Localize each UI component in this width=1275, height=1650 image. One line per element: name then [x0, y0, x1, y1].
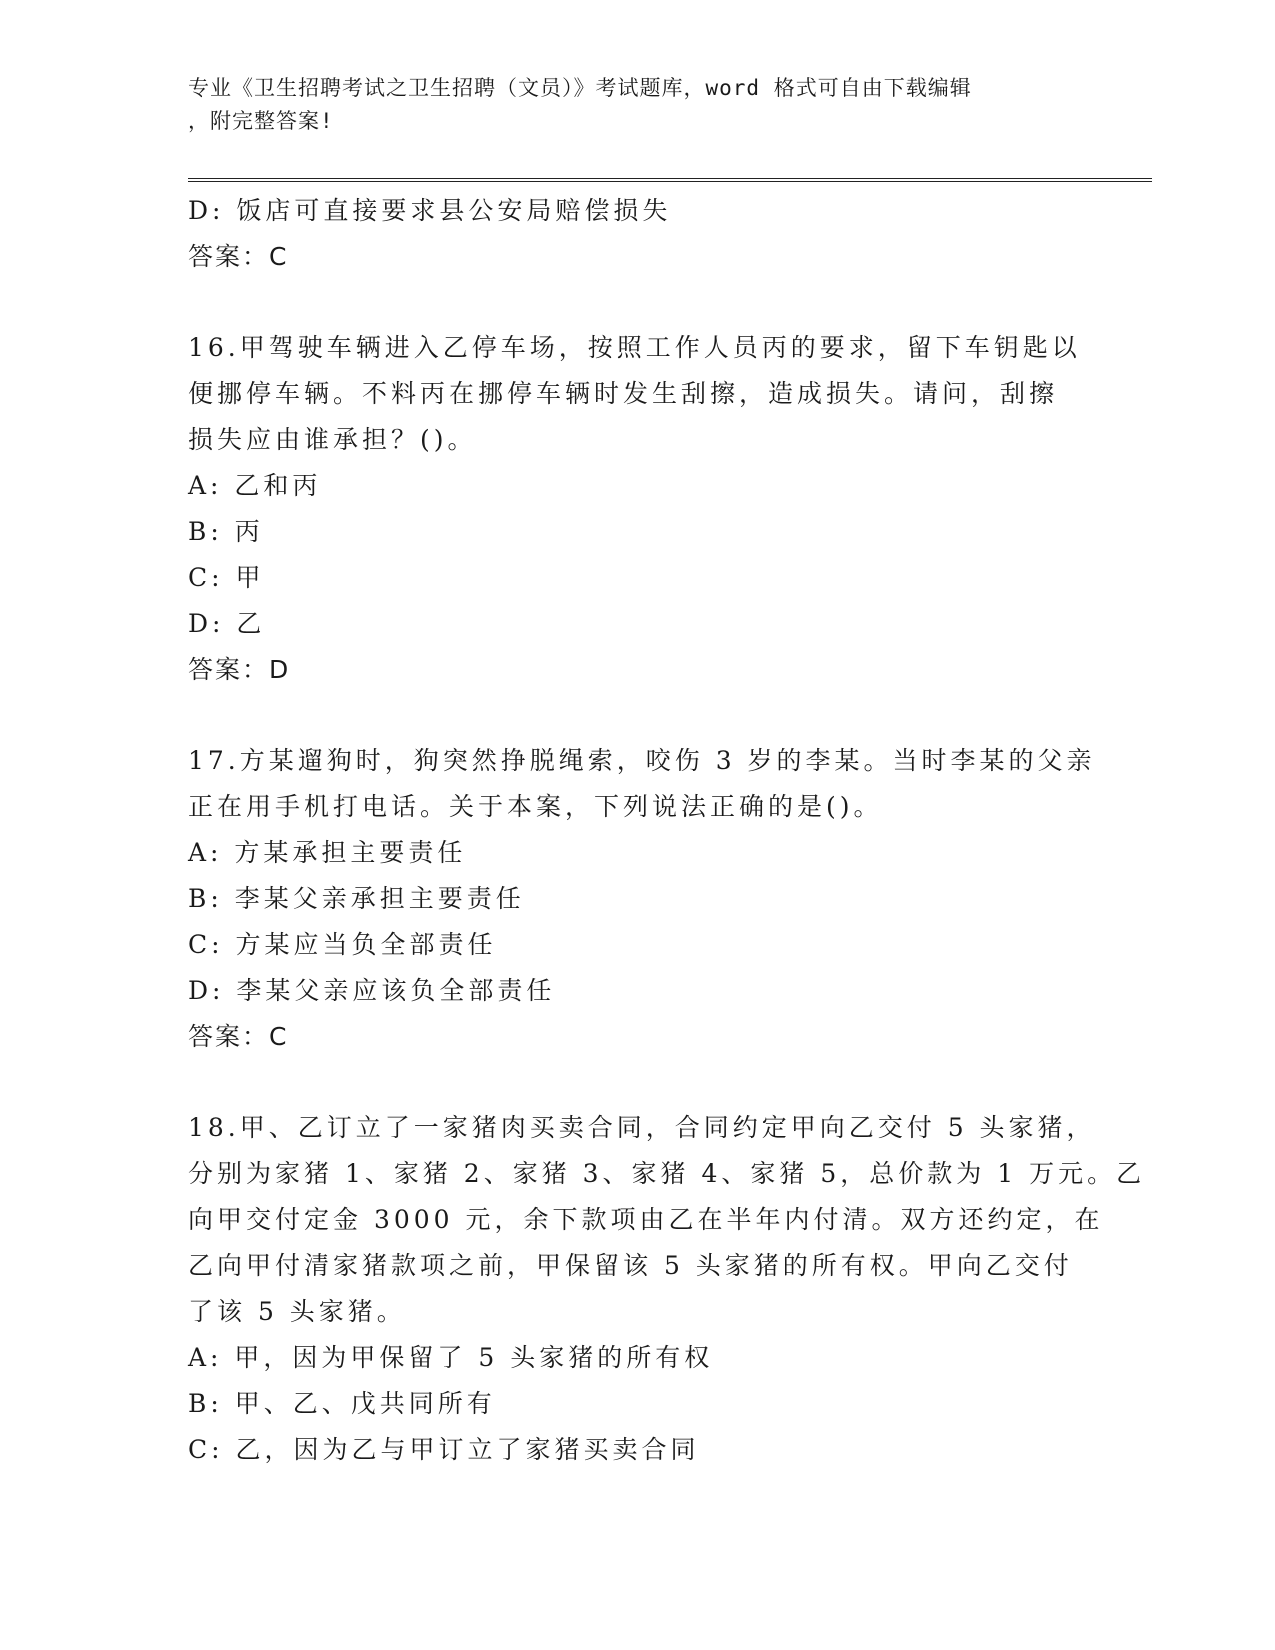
- header-divider: [188, 178, 1152, 182]
- question-stem-line: 便挪停车辆。不料丙在挪停车辆时发生刮擦，造成损失。请问，刮擦: [188, 379, 1059, 408]
- question-stem-line: 损失应由谁承担？()。: [188, 425, 477, 454]
- question-15-tail: [188, 188, 1088, 280]
- answer: 答案：D: [188, 655, 291, 684]
- option-d: D: 乙: [188, 609, 266, 638]
- document-header: [188, 72, 1068, 138]
- question-18: [188, 1105, 1146, 1473]
- option-d: D: 李某父亲应该负全部责任: [188, 976, 556, 1005]
- option-a: A: 甲，因为甲保留了 5 头家猪的所有权: [188, 1343, 714, 1372]
- option-a: A: 乙和丙: [188, 471, 322, 500]
- question-17: [188, 738, 1096, 1060]
- question-stem-line: 18.甲、乙订立了一家猪肉买卖合同，合同约定甲向乙交付 5 头家猪，: [188, 1113, 1096, 1142]
- option-b: B: 李某父亲承担主要责任: [188, 884, 525, 913]
- question-16: [188, 325, 1088, 693]
- option-c: C: 乙，因为乙与甲订立了家猪买卖合同: [188, 1435, 700, 1464]
- answer: 答案：C: [188, 1022, 289, 1051]
- question-stem-line: 乙向甲付清家猪款项之前，甲保留该 5 头家猪的所有权。甲向乙交付: [188, 1251, 1073, 1280]
- answer: 答案：C: [188, 242, 289, 271]
- spacer: [188, 1060, 1088, 1105]
- spacer: [188, 693, 1088, 738]
- question-stem-line: 分别为家猪 1、家猪 2、家猪 3、家猪 4、家猪 5，总价款为 1 万元。乙: [188, 1159, 1146, 1188]
- question-stem-line: 16.甲驾驶车辆进入乙停车场，按照工作人员丙的要求，留下车钥匙以: [188, 333, 1081, 362]
- header-line-1: 专业《卫生招聘考试之卫生招聘（文员）》考试题库，word 格式可自由下载编辑: [188, 76, 972, 100]
- question-stem-line: 17.方某遛狗时，狗突然挣脱绳索，咬伤 3 岁的李某。当时李某的父亲: [188, 746, 1096, 775]
- option-d: D: 饭店可直接要求县公安局赔偿损失: [188, 196, 672, 225]
- option-b: B: 甲、乙、戊共同所有: [188, 1389, 496, 1418]
- option-b: B: 丙: [188, 517, 264, 546]
- spacer: [188, 280, 1088, 325]
- question-stem-line: 正在用手机打电话。关于本案，下列说法正确的是()。: [188, 792, 883, 821]
- option-c: C: 方某应当负全部责任: [188, 930, 497, 959]
- option-c: C: 甲: [188, 563, 265, 592]
- question-stem-line: 了该 5 头家猪。: [188, 1297, 406, 1326]
- question-list: [188, 188, 1146, 1473]
- option-a: A: 方某承担主要责任: [188, 838, 467, 867]
- header-line-2: ，附完整答案!: [188, 109, 334, 133]
- question-stem-line: 向甲交付定金 3000 元，余下款项由乙在半年内付清。双方还约定，在: [188, 1205, 1104, 1234]
